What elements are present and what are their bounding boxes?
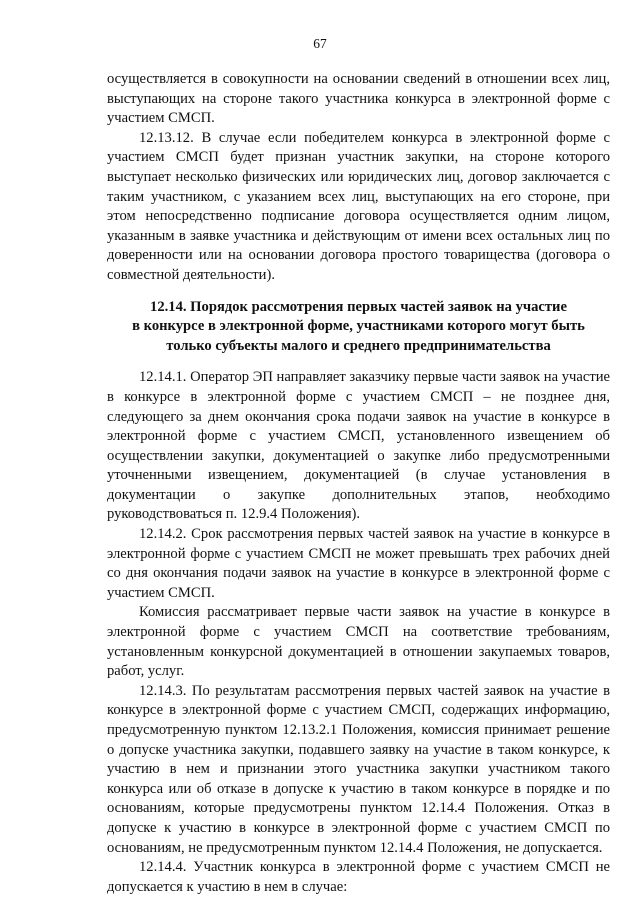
paragraph: 12.14.3. По результатам рассмотрения первых частей заявок на участие в конкурсе в электронной форме с участием СМСП, содержащих информацию, предусмотренную пунктом 12.13.2.1 Положения, комиссия принимает решение о допуске участника закупки, подавшего заявку на участие в таком конкурсе, к участию в нем и признании этого участника закупки участником такого конкурса или об отказе в допуске к участию в таком конкурсе в порядке и по основаниям, которые предусмотрены пунктом 12.14.4 Положения. Отказ в допуске к участию в конкурсе в электронной форме с участием СМСП по основаниям, не предусмотренным пунктом 12.14.4 Положения, не допускается.	[107, 682, 610, 856]
section-heading-line: 12.14. Порядок рассмотрения первых частей заявок на участие	[150, 298, 567, 315]
paragraph: 12.14.2. Срок рассмотрения первых частей заявок на участие в конкурсе в электронной форме с участием СМСП не может превышать трех рабочих дней со дня окончания подачи заявок на участие в конкурсе в электронной форме с участием СМСП.	[107, 526, 610, 601]
section-heading	[107, 298, 610, 357]
paragraph: Комиссия рассматривает первые части заявок на участие в конкурсе в электронной форме с участием СМСП на соответствие требованиям, установленным конкурсной документацией в отношении закупаемых товаров, работ, услуг.	[107, 604, 610, 680]
paragraph: 12.14.1. Оператор ЭП направляет заказчику первые части заявок на участие в конкурсе в электронной форме с участием СМСП – не позднее дня, следующего за днем окончания срока подачи заявок на участие в конкурсе в электронной форме с участием СМСП, установленного извещением об осуществлении закупки, документацией о закупке либо предусмотренными уточненными извещением, документацией (в случае установления в документации о закупке дополнительных этапов, необходимо руководствоваться п. 12.9.4 Положения).	[107, 369, 610, 523]
paragraph: 12.14.4. Участник конкурса в электронной форме с участием СМСП не допускается к участию в нем в случае:	[107, 859, 610, 895]
paragraph: 12.13.12. В случае если победителем конкурса в электронной форме с участием СМСП будет признан участник закупки, на стороне которого выступает несколько физических или юридических лиц, договор заключается с таким участником, с указанием всех лиц, выступающих на его стороне, при этом непосредственно подписание договора осуществляется одним лицом, указанным в заявке участника и действующим от имени всех остальных лиц по доверенности или на основании договора простого товарищества (договора о совместной деятельности).	[107, 129, 610, 283]
paragraph: осуществляется в совокупности на основании сведений в отношении всех лиц, выступающих на стороне такого участника конкурса в электронной форме с участием СМСП.	[107, 71, 610, 127]
section-heading-line: только субъекты малого и среднего предпринимательства	[166, 337, 551, 354]
page-number: 67	[313, 36, 327, 51]
document-body	[107, 70, 610, 897]
section-heading-line: в конкурсе в электронной форме, участниками которого могут быть	[132, 318, 585, 335]
